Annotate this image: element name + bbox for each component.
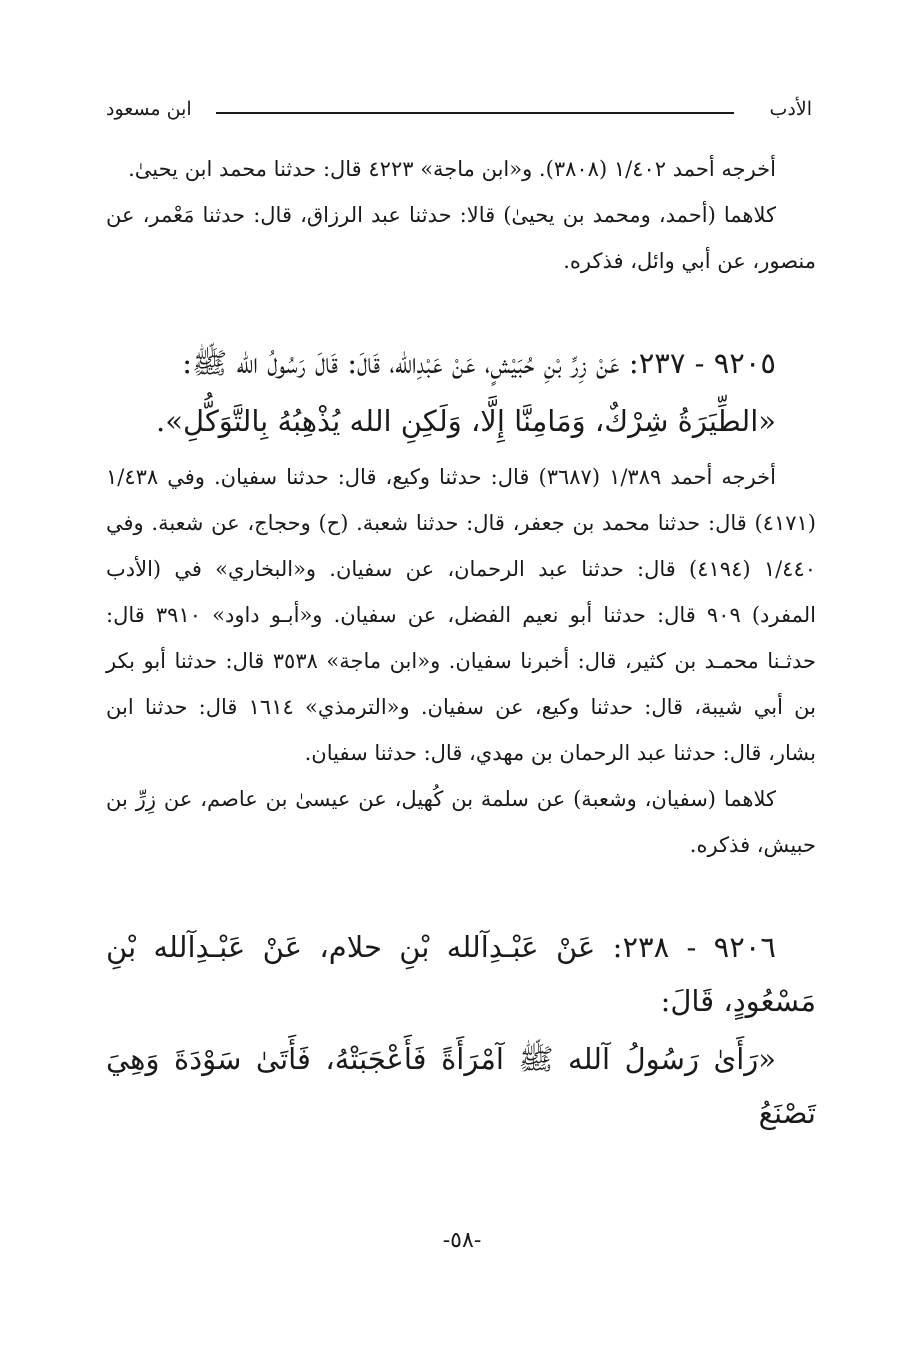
hadith-heading: ٩٢٠٥ - ٢٣٧: عَنْ زِرِّ بْنِ حُبَيْشٍ، عَنْ عَبْدِالله، قَالَ: قَالَ رَسُولُ الله ﷺ: (182, 346, 776, 380)
spacer (106, 284, 816, 336)
section-title: الأدب (769, 98, 812, 120)
hadith-text: «رَأَىٰ رَسُولُ آلله ﷺ آمْرَأَةً فَأَعْجَبَتْهُ، فَأَتَىٰ سَوْدَةَ وَهِيَ تَصْنَعُ (106, 1042, 816, 1130)
hadith-text: «الطِّيَرَةُ شِرْكٌ، وَمَامِنَّا إِلَّا، وَلَكِنِ الله يُذْهِبُهُ بِالتَّوَكُّلِ». (156, 404, 776, 438)
takhrij-paragraph: كلاهما (أحمد، ومحمد بن يحيىٰ) قالا: حدثنا عبد الرزاق، قال: حدثنا مَعْمر، عن منصور، عن أبي وائل، فذكره. (106, 203, 816, 273)
hadith-heading: ٩٢٠٦ - ٢٣٨: عَنْ عَبْـدِآلله بْنِ حلام، عَنْ عَبْـدِآلله بْنِ مَسْعُودٍ، قَالَ: (106, 930, 816, 1018)
running-header (106, 98, 812, 138)
page-number: -٥٨- (442, 1228, 482, 1253)
takhrij-paragraph: أخرجه أحمد ١/٤٠٢ (٣٨٠٨). و«ابن ماجة» ٤٢٢٣ قال: حدثنا محمد ابن يحيىٰ. (128, 157, 776, 181)
spacer (106, 868, 816, 920)
book-title: ابن مسعود (106, 98, 192, 120)
takhrij-paragraph: أخرجه أحمد ١/٣٨٩ (٣٦٨٧) قال: حدثنا وكيع، قال: حدثنا سفيان. وفي ١/٤٣٨ (٤١٧١) قال: حدثنا محمد بن جعفر، قال: حدثنا شعبة. (ح) وحجاج، عن شعبة. وفي ١/٤٤٠ (٤١٩٤) قال: حدثنا عبد الرحمان، عن سفيان. و«البخاري» في (الأدب المفرد) ٩٠٩ قال: حدثنا أبو نعيم الفضل، عن سفيان. و«أبـو داود» ٣٩١٠ قال: حدثـنا محمـد بن كثير، قال: أخبرنا سفيان. و«ابن ماجة» ٣٥٣٨ قال: حدثنا أبو بكر بن أبي شيبة، قال: حدثنا وكيع، عن سفيان. و«الترمذي» ١٦١٤ قال: حدثنا ابن بشار، قال: حدثنا عبد الرحمان بن مهدي، قال: حدثنا سفيان. (106, 465, 817, 765)
page-body (106, 146, 816, 1146)
header-rule (216, 112, 734, 114)
takhrij-paragraph: كلاهما (سفيان، وشعبة) عن سلمة بن كُهيل، عن عيسىٰ بن عاصم، عن زِرِّ بن حبيش، فذكره. (106, 787, 816, 857)
